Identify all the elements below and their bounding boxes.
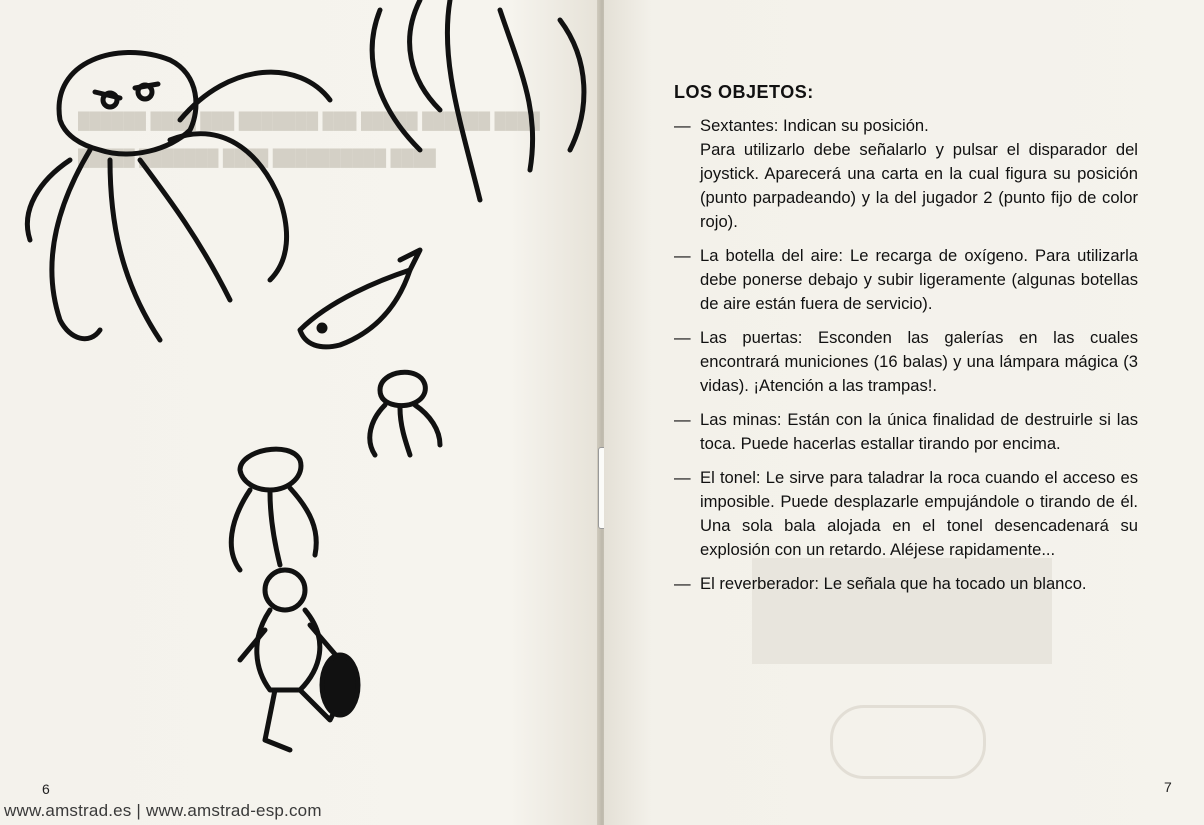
- left-page: [0, 0, 600, 825]
- list-item-doors: [674, 326, 1138, 398]
- list-dash: —: [674, 574, 691, 593]
- list-dash: —: [674, 468, 691, 487]
- item-text: El reverberador: Le señala que ha tocado un blanco.: [700, 574, 1087, 593]
- page-number-right: 7: [1164, 779, 1172, 795]
- item-text: Sextantes: Indican su posición.: [700, 116, 929, 135]
- list-item-sextants: [674, 114, 1138, 234]
- octopus-diver-illustration: [0, 0, 600, 825]
- item-text: Para utilizarlo debe señalarlo y pulsar el disparador del joystick. Aparecerá una carta en la cual figura su posición (punto parpadeando) y la del jugador 2 (punto fijo de color rojo).: [700, 140, 1138, 231]
- show-through-logo: [830, 705, 986, 779]
- list-item-mines: [674, 408, 1138, 456]
- item-text: El tonel: Le sirve para taladrar la roca cuando el acceso es imposible. Puede desplazarle empujándole o tirando de él. Una sola bala alojada en el tonel desencadenará su explosión con un retardo. Aléjese rapidamente...: [700, 468, 1138, 559]
- list-item-barrel: [674, 466, 1138, 562]
- watermark: www.amstrad.es | www.amstrad-esp.com: [4, 801, 322, 820]
- list-dash: —: [674, 328, 691, 347]
- section-heading: LOS OBJETOS:: [674, 82, 814, 102]
- objects-section: [674, 80, 1138, 606]
- item-text: Las puertas: Esconden las galerías en las cuales encontrará municiones (16 balas) y una lámpara mágica (3 vidas). ¡Atención a las trampas!.: [700, 328, 1138, 395]
- list-item-air-bottle: [674, 244, 1138, 316]
- page-number-left: 6: [42, 781, 50, 797]
- list-item-reverberator: [674, 572, 1138, 596]
- item-text: Las minas: Están con la única finalidad de destruirle si las toca. Puede hacerlas estallar tirando por encima.: [700, 410, 1138, 453]
- show-through-text: ██████ ████ ███ ███████ ███ █████ ██████ ████ █████ ███████ ████ ██████████ ████: [78, 113, 540, 167]
- list-dash: —: [674, 246, 691, 265]
- list-dash: —: [674, 116, 691, 135]
- list-dash: —: [674, 410, 691, 429]
- item-text: La botella del aire: Le recarga de oxígeno. Para utilizarla debe ponerse debajo y subir ligeramente (algunas botellas de aire están fuera de servicio).: [700, 246, 1138, 313]
